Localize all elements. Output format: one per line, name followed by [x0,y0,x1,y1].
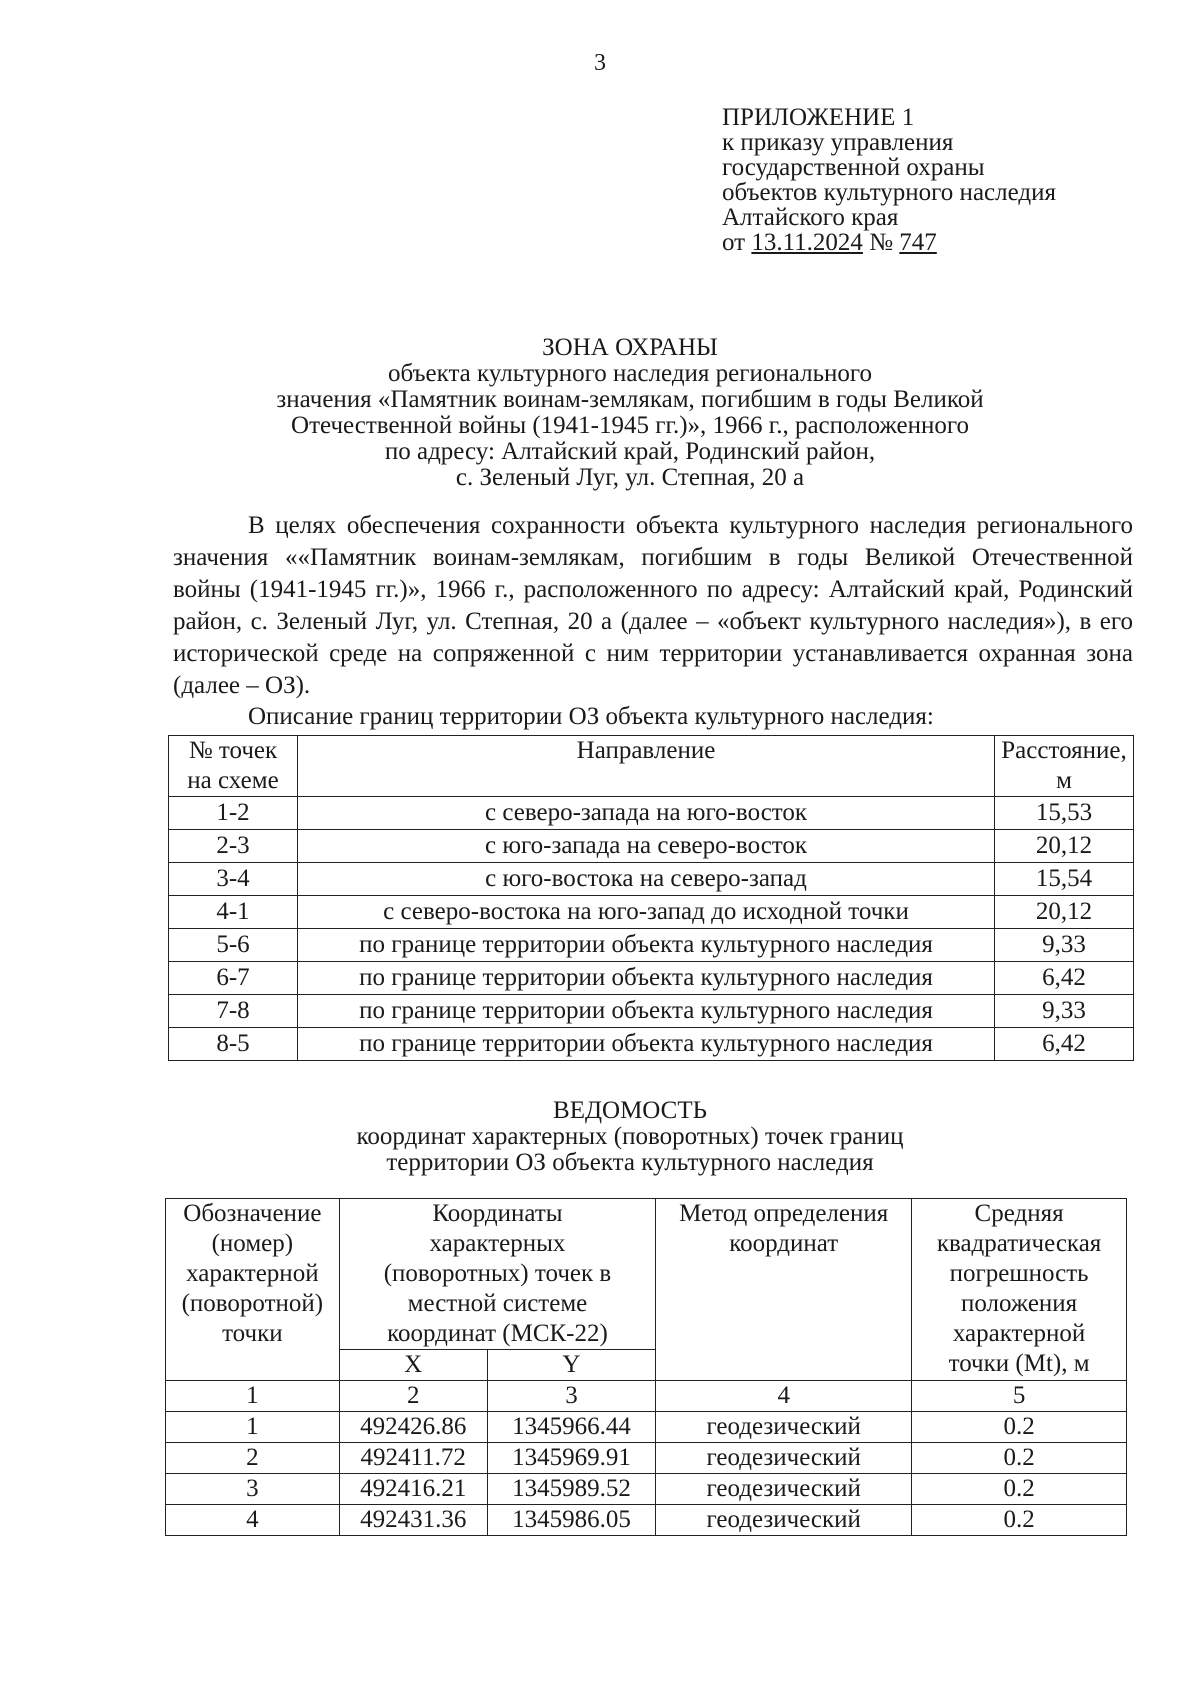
intro-paragraph [173,510,1133,702]
zone-line: объекта культурного наследия регионального [388,360,872,387]
cell-direction: с северо-востока на юго-запад до исходной точки [298,896,995,929]
cell-x: 492416.21 [339,1474,487,1505]
cell-y: 1345986.05 [487,1505,656,1536]
header-text: точки [222,1320,283,1347]
cell-x: 492426.86 [339,1412,487,1443]
cell-distance: 9,33 [995,995,1134,1028]
cell-error: 0.2 [912,1412,1127,1443]
coordinates-table [165,1198,1127,1536]
header-text: точки (Mt), м [948,1350,1090,1377]
cell-points: 2-3 [169,830,298,863]
col-number: 1 [166,1381,340,1412]
table-row [169,1028,1134,1061]
cell-error: 0.2 [912,1505,1127,1536]
cell-direction: по границе территории объекта культурного наследия [298,1028,995,1061]
cell-x: 492431.36 [339,1505,487,1536]
appendix-line: к приказу управления [722,129,954,156]
cell-points: 7-8 [169,995,298,1028]
table-row [166,1474,1127,1505]
order-number: 747 [899,229,937,256]
header-text: (номер) [211,1230,294,1257]
col-number: 4 [656,1381,912,1412]
table-header-row [169,736,1134,797]
header-text: м [1056,767,1072,794]
appendix-line: Алтайского края [722,204,899,231]
cell-direction: с юго-востока на северо-запад [298,863,995,896]
header-text: квадратическая [936,1230,1102,1257]
zone-heading [180,335,1080,491]
table-row [169,995,1134,1028]
table-row [166,1505,1127,1536]
zone-line: Отечественной войны (1941-1945 гг.)», 1966 г., расположенного [291,412,969,439]
cell-method: геодезический [656,1474,912,1505]
appendix-line: государственной охраны [722,154,985,181]
header-text: (поворотной) [181,1290,324,1317]
header-coordinates [339,1199,656,1350]
cell-error: 0.2 [912,1443,1127,1474]
table-row [169,929,1134,962]
cell-direction: по границе территории объекта культурного наследия [298,929,995,962]
table-row [169,962,1134,995]
cell-method: геодезический [656,1443,912,1474]
col-number: 3 [487,1381,656,1412]
table-row [166,1443,1127,1474]
page-number: 3 [594,50,606,76]
vedomost-line: территории ОЗ объекта культурного наследия [386,1149,874,1176]
cell-point: 4 [166,1505,340,1536]
cell-points: 4-1 [169,896,298,929]
header-text: местной системе [407,1290,588,1317]
table-row [169,863,1134,896]
cell-distance: 6,42 [995,1028,1134,1061]
header-text: Метод определения [679,1200,889,1227]
appendix-header [722,105,1056,255]
cell-points: 3-4 [169,863,298,896]
header-text: Обозначение [183,1200,322,1227]
header-x: X [339,1350,487,1381]
cell-distance: 20,12 [995,896,1134,929]
header-designation [166,1199,340,1381]
boundary-description-table [168,735,1134,1061]
header-text: погрешность [949,1260,1089,1287]
cell-y: 1345966.44 [487,1412,656,1443]
cell-distance: 15,54 [995,863,1134,896]
cell-y: 1345989.52 [487,1474,656,1505]
cell-error: 0.2 [912,1474,1127,1505]
header-text: характерной [186,1260,319,1287]
table-row [166,1412,1127,1443]
zone-line: с. Зеленый Луг, ул. Степная, 20 а [455,464,805,491]
header-text: Координаты [432,1200,563,1227]
col-number: 5 [912,1381,1127,1412]
cell-distance: 20,12 [995,830,1134,863]
table-row [169,830,1134,863]
vedomost-line: координат характерных (поворотных) точек границ [356,1123,904,1150]
table-row [169,797,1134,830]
appendix-title: ПРИЛОЖЕНИЕ 1 [722,104,915,131]
cell-distance: 9,33 [995,929,1134,962]
cell-distance: 6,42 [995,962,1134,995]
zone-line: по адресу: Алтайский край, Родинский район, [384,438,876,465]
cell-x: 492411.72 [339,1443,487,1474]
header-text: характерных [429,1230,566,1257]
header-text: координат (МСК-22) [387,1320,608,1347]
header-text: (поворотных) точек в [383,1260,612,1287]
cell-method: геодезический [656,1505,912,1536]
zone-title: ЗОНА ОХРАНЫ [542,334,718,361]
table1-caption: Описание границ территории ОЗ объекта культурного наследия: [248,703,934,730]
cell-point: 1 [166,1412,340,1443]
header-y: Y [487,1350,656,1381]
cell-distance: 15,53 [995,797,1134,830]
header-text: на схеме [187,767,279,794]
intro-text: В целях обеспечения сохранности объекта культурного наследия регионального значения ««Памятник воинам-землякам, погибшим в годы Великой Отечественной войны (1941-1945 гг.)», 1966 г., расположенного по адресу: Алтайский край, Родинский район, с. Зеленый Луг, ул. Степная, 20 а (далее – «объект культурного наследия»), в его исторической среде на сопряженной с ним территории устанавливается охранная зона (далее – ОЗ). [173,512,1133,699]
vedomost-title: ВЕДОМОСТЬ [553,1097,707,1124]
cell-direction: с юго-запада на северо-восток [298,830,995,863]
header-text: характерной [952,1320,1086,1347]
cell-points: 1-2 [169,797,298,830]
cell-method: геодезический [656,1412,912,1443]
header-points [169,736,298,797]
header-text: Средняя [974,1200,1064,1227]
cell-point: 2 [166,1443,340,1474]
cell-direction: с северо-запада на юго-восток [298,797,995,830]
cell-points: 6-7 [169,962,298,995]
header-error [912,1199,1127,1381]
header-direction: Направление [298,736,995,797]
col-number: 2 [339,1381,487,1412]
order-date: 13.11.2024 [751,229,863,256]
header-text: № точек [188,737,278,764]
appendix-date-line [722,230,1056,255]
number-prefix: № [869,229,894,256]
header-distance [995,736,1134,797]
table-row [169,896,1134,929]
cell-y: 1345969.91 [487,1443,656,1474]
header-text: положения [960,1290,1078,1317]
header-method [656,1199,912,1381]
table-header-row [166,1199,1127,1350]
appendix-line: объектов культурного наследия [722,179,1056,206]
zone-line: значения «Памятник воинам-землякам, погибшим в годы Великой [276,386,984,413]
cell-direction: по границе территории объекта культурного наследия [298,995,995,1028]
vedomost-heading [180,1098,1080,1176]
header-text: координат [729,1230,839,1257]
cell-points: 5-6 [169,929,298,962]
date-prefix: от [722,229,746,256]
column-number-row [166,1381,1127,1412]
cell-points: 8-5 [169,1028,298,1061]
cell-direction: по границе территории объекта культурного наследия [298,962,995,995]
header-text: Расстояние, [1001,737,1127,764]
cell-point: 3 [166,1474,340,1505]
